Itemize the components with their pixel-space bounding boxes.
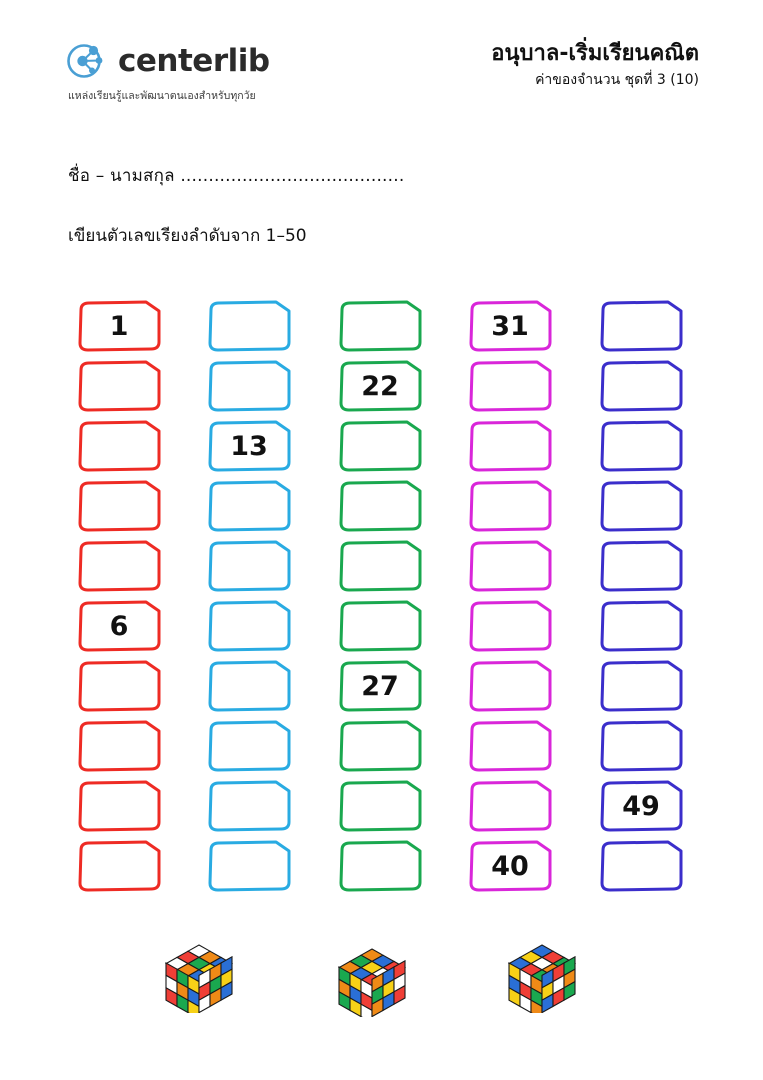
number-box-empty[interactable] xyxy=(206,840,292,892)
number-box-empty[interactable] xyxy=(467,780,553,832)
box-outline xyxy=(76,360,162,412)
number-box-empty[interactable] xyxy=(598,600,684,652)
box-outline xyxy=(76,480,162,532)
box-outline xyxy=(467,360,553,412)
rubiks-cube-icon xyxy=(157,929,241,1013)
number-box-empty[interactable] xyxy=(76,540,162,592)
cell-number: 13 xyxy=(230,430,268,462)
number-box-empty[interactable] xyxy=(337,600,423,652)
name-field-label: ชื่อ – นามสกุล ........................................ xyxy=(68,166,405,186)
number-box-empty[interactable] xyxy=(206,480,292,532)
number-box-filled[interactable] xyxy=(337,360,423,412)
number-column xyxy=(598,300,684,900)
number-column xyxy=(337,300,423,900)
number-box-empty[interactable] xyxy=(76,780,162,832)
box-outline xyxy=(337,720,423,772)
number-box-empty[interactable] xyxy=(598,720,684,772)
rubiks-cube-icon xyxy=(330,933,414,1017)
box-outline xyxy=(467,780,553,832)
number-box-empty[interactable] xyxy=(76,480,162,532)
number-box-empty[interactable] xyxy=(337,300,423,352)
number-box-empty[interactable] xyxy=(337,840,423,892)
number-box-empty[interactable] xyxy=(206,360,292,412)
box-outline xyxy=(467,420,553,472)
box-outline xyxy=(206,840,292,892)
number-box-filled[interactable] xyxy=(337,660,423,712)
box-outline xyxy=(598,720,684,772)
number-box-filled[interactable] xyxy=(598,780,684,832)
box-outline xyxy=(76,780,162,832)
molecule-dots-icon xyxy=(66,40,108,82)
number-box-empty[interactable] xyxy=(467,420,553,472)
number-box-empty[interactable] xyxy=(467,480,553,532)
rubiks-cube-icon xyxy=(500,929,584,1013)
number-column xyxy=(467,300,553,900)
box-outline xyxy=(598,480,684,532)
box-outline xyxy=(76,420,162,472)
number-box-filled[interactable] xyxy=(76,300,162,352)
box-outline xyxy=(206,660,292,712)
number-box-empty[interactable] xyxy=(598,360,684,412)
number-box-empty[interactable] xyxy=(206,600,292,652)
page-header xyxy=(0,34,763,124)
page-title: อนุบาล-เริ่มเรียนคณิต xyxy=(491,41,699,66)
number-box-empty[interactable] xyxy=(598,420,684,472)
number-box-empty[interactable] xyxy=(598,840,684,892)
number-box-empty[interactable] xyxy=(206,660,292,712)
worksheet-grid xyxy=(0,300,763,920)
number-box-empty[interactable] xyxy=(206,720,292,772)
brand-name: centerlib xyxy=(118,42,270,79)
box-outline xyxy=(206,300,292,352)
number-box-empty[interactable] xyxy=(337,720,423,772)
box-outline xyxy=(598,600,684,652)
number-box-empty[interactable] xyxy=(337,420,423,472)
number-box-empty[interactable] xyxy=(467,360,553,412)
cell-number: 1 xyxy=(109,310,129,342)
box-outline xyxy=(76,840,162,892)
cell-number: 22 xyxy=(361,370,399,402)
number-box-empty[interactable] xyxy=(206,540,292,592)
number-box-empty[interactable] xyxy=(467,660,553,712)
number-box-empty[interactable] xyxy=(76,360,162,412)
number-box-empty[interactable] xyxy=(337,780,423,832)
box-outline xyxy=(76,720,162,772)
number-box-empty[interactable] xyxy=(598,300,684,352)
worksheet-title-block xyxy=(491,40,699,89)
page-subtitle: ค่าของจำนวน ชุดที่ 3 (10) xyxy=(535,71,699,88)
box-outline xyxy=(76,660,162,712)
box-outline xyxy=(337,780,423,832)
number-box-empty[interactable] xyxy=(337,540,423,592)
box-outline xyxy=(206,360,292,412)
box-outline xyxy=(598,660,684,712)
box-outline xyxy=(467,540,553,592)
number-box-empty[interactable] xyxy=(467,600,553,652)
box-outline xyxy=(337,840,423,892)
number-column xyxy=(206,300,292,900)
number-box-filled[interactable] xyxy=(206,420,292,472)
box-outline xyxy=(206,780,292,832)
box-outline xyxy=(467,660,553,712)
box-outline xyxy=(467,480,553,532)
brand-logo xyxy=(66,40,366,104)
number-box-empty[interactable] xyxy=(467,540,553,592)
number-box-empty[interactable] xyxy=(598,540,684,592)
number-box-empty[interactable] xyxy=(598,480,684,532)
box-outline xyxy=(337,600,423,652)
cell-number: 27 xyxy=(361,670,399,702)
cell-number: 31 xyxy=(491,310,529,342)
number-box-empty[interactable] xyxy=(76,840,162,892)
cell-number: 40 xyxy=(491,850,529,882)
number-box-empty[interactable] xyxy=(206,300,292,352)
number-box-empty[interactable] xyxy=(76,720,162,772)
box-outline xyxy=(598,540,684,592)
box-outline xyxy=(206,540,292,592)
number-box-empty[interactable] xyxy=(598,660,684,712)
number-box-empty[interactable] xyxy=(76,420,162,472)
number-box-filled[interactable] xyxy=(76,600,162,652)
brand-tagline: แหล่งเรียนรู้และพัฒนาตนเองสำหรับทุกวัย xyxy=(68,90,256,102)
cell-number: 6 xyxy=(109,610,129,642)
box-outline xyxy=(467,600,553,652)
box-outline xyxy=(76,540,162,592)
number-box-empty[interactable] xyxy=(76,660,162,712)
number-box-empty[interactable] xyxy=(206,780,292,832)
decoration-row xyxy=(0,925,763,1015)
number-box-filled[interactable] xyxy=(467,300,553,352)
box-outline xyxy=(598,360,684,412)
box-outline xyxy=(467,720,553,772)
instruction-text: เขียนตัวเลขเรียงลำดับจาก 1–50 xyxy=(68,226,307,246)
box-outline xyxy=(337,480,423,532)
box-outline xyxy=(206,720,292,772)
box-outline xyxy=(598,300,684,352)
box-outline xyxy=(206,600,292,652)
box-outline xyxy=(337,540,423,592)
box-outline xyxy=(598,420,684,472)
box-outline xyxy=(598,840,684,892)
box-outline xyxy=(337,300,423,352)
cell-number: 49 xyxy=(622,790,660,822)
box-outline xyxy=(206,480,292,532)
number-box-empty[interactable] xyxy=(467,720,553,772)
box-outline xyxy=(337,420,423,472)
number-column xyxy=(76,300,162,900)
number-box-empty[interactable] xyxy=(337,480,423,532)
number-box-filled[interactable] xyxy=(467,840,553,892)
